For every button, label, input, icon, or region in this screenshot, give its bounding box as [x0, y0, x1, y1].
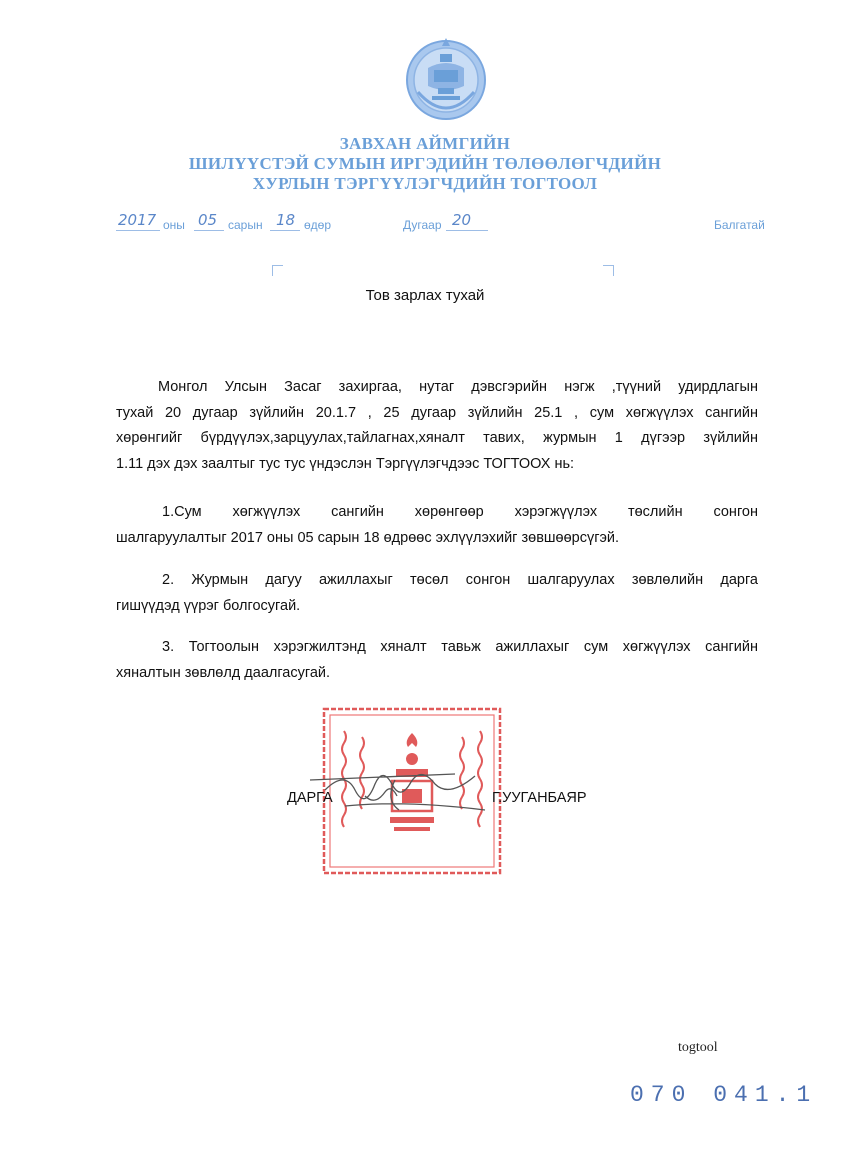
item-2-line-1: 2. Журмын дагуу ажиллахыг төсөл сонгон шалгаруулах зөвлөлийн дарга [162, 572, 758, 588]
document-number: 20 [452, 211, 472, 229]
item-3-line-2: хяналтын зөвлөлд даалгасугай. [116, 664, 331, 681]
date-day: 18 [276, 211, 296, 229]
number-underline [446, 230, 488, 231]
handwritten-signature-icon [305, 760, 495, 820]
month-underline [194, 230, 224, 231]
item-2-line-2: гишүүдэд үүрэг болгосугай. [116, 597, 301, 614]
intro-line-4: 1.11 дэх дэх заалтыг тус тус үндэслэн Тэргүүлэгчдээс ТОГТООХ нь: [116, 455, 575, 472]
intro-line-2: тухай 20 дугаар зүйлийн 20.1.7 , 25 дугаар зүйлийн 25.1 , сум хөгжүүлэх сангийн [116, 404, 758, 421]
number-label: Дугаар [403, 218, 442, 232]
place-name: Балгатай [714, 218, 765, 232]
day-label: өдөр [304, 218, 332, 232]
year-label: оны [163, 218, 185, 232]
signatory-name: Г.УУГАНБАЯР [492, 790, 587, 806]
month-label: сарын [228, 218, 263, 232]
date-year: 2017 [118, 211, 157, 229]
intro-paragraph [116, 375, 758, 477]
item-1-line-2: шалгаруулалтыг 2017 оны 05 сарын 18 өдрөөс эхлүүлэхийг зөвшөөрсүгэй. [116, 529, 620, 546]
year-underline [116, 230, 160, 231]
header-line-3: ХУРЛЫН ТЭРГҮҮЛЭГЧДИЙН ТОГТООЛ [252, 174, 598, 193]
header-line-2: ШИЛҮҮСТЭЙ СУМЫН ИРГЭДИЙН ТӨЛӨӨЛӨГЧДИЙН [188, 154, 662, 173]
signatory-title: ДАРГА [287, 790, 333, 806]
header-line-1: ЗАВХАН АЙМГИЙН [339, 134, 511, 153]
document-title: Тов зарлах тухай [365, 287, 485, 304]
day-underline [270, 230, 300, 231]
item-1-line-1: 1.Сум хөгжүүлэх сангийн хөрөнгөөр хэрэгжүүлэх төслийн сонгон [162, 504, 758, 520]
item-1-paragraph [116, 500, 758, 551]
item-3-paragraph [116, 635, 758, 686]
intro-line-1: Монгол Улсын Засаг захиргаа, нутаг дэвсгэрийн нэгж ,түүний удирдлагын [158, 379, 758, 395]
stamped-document-number: 070 041.1 [630, 1082, 818, 1108]
corner-mark-right [603, 265, 614, 276]
corner-mark-left [272, 265, 283, 276]
intro-line-3: хөрөнгийг бүрдүүлэх,зарцуулах,тайлагнах,хяналт тавих, журмын 1 дүгээр зүйлийн [116, 430, 758, 446]
item-2-paragraph [116, 568, 758, 619]
item-3-line-1: 3. Тогтоолын хэрэгжилтэнд хяналт тавьж ажиллахыг сум хөгжүүлэх сангийн [162, 639, 758, 655]
state-emblem-icon [404, 32, 488, 128]
footer-label: togtool [678, 1040, 718, 1055]
date-month: 05 [198, 211, 218, 229]
